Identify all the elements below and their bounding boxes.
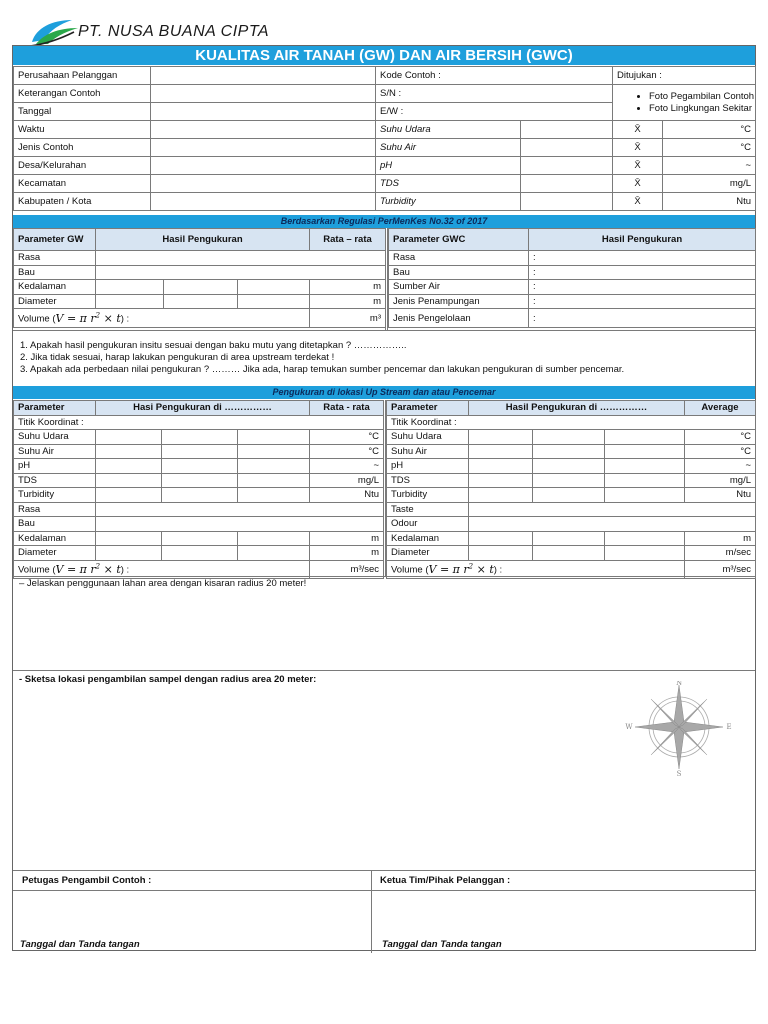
param-value[interactable] bbox=[521, 139, 613, 157]
mean-symbol: X̄ bbox=[613, 157, 663, 175]
value-cell[interactable] bbox=[533, 444, 605, 459]
sample-code-label: Kode Contoh : bbox=[376, 67, 613, 85]
addressed-to-label: Ditujukan : bbox=[613, 67, 756, 85]
unit-cell: m bbox=[310, 531, 384, 546]
info-label: Jenis Contoh bbox=[14, 139, 151, 157]
param-label: Suhu Air bbox=[376, 139, 521, 157]
regency-field[interactable] bbox=[151, 193, 376, 211]
row-label: Jenis Pengelolaan bbox=[389, 309, 529, 328]
value-cell[interactable] bbox=[605, 444, 685, 459]
value-cell[interactable] bbox=[605, 531, 685, 546]
col-header: Average bbox=[685, 401, 756, 416]
unit-cell: °C bbox=[310, 430, 384, 445]
company-name: PT. NUSA BUANA CIPTA bbox=[78, 23, 270, 40]
unit-cell: ~ bbox=[685, 459, 756, 474]
value-cell[interactable] bbox=[96, 546, 162, 561]
sn-label: S/N : bbox=[376, 85, 613, 103]
value-cell[interactable] bbox=[605, 430, 685, 445]
value-cell[interactable] bbox=[238, 294, 310, 309]
row-label: TDS bbox=[14, 473, 96, 488]
value-cell[interactable] bbox=[238, 430, 310, 445]
coordinate-field[interactable]: Titik Koordinat : bbox=[14, 415, 384, 430]
compass-north: N bbox=[675, 681, 683, 687]
unit-cell: Ntu bbox=[310, 488, 384, 503]
col-header: Rata - rata bbox=[310, 401, 384, 416]
row-label: Jenis Penampungan bbox=[389, 294, 529, 309]
value-cell[interactable] bbox=[533, 546, 605, 561]
info-label: Kabupaten / Kota bbox=[14, 193, 151, 211]
row-label: Rasa bbox=[14, 251, 96, 266]
value-cell[interactable] bbox=[469, 502, 756, 517]
col-header: Parameter GWC bbox=[389, 229, 529, 251]
volume-label: Volume ( bbox=[391, 564, 429, 576]
value-cell[interactable] bbox=[238, 488, 310, 503]
form-sheet bbox=[12, 45, 756, 951]
village-field[interactable] bbox=[151, 157, 376, 175]
value-cell[interactable] bbox=[238, 531, 310, 546]
col-header: Hasi Pengukuran di …………… bbox=[96, 401, 310, 416]
value-cell[interactable] bbox=[238, 459, 310, 474]
divider bbox=[372, 890, 755, 891]
row-label: Suhu Air bbox=[14, 444, 96, 459]
unit-cell: m³ bbox=[310, 309, 386, 328]
param-unit: °C bbox=[663, 139, 756, 157]
compass-east: E bbox=[726, 723, 732, 731]
value-cell[interactable] bbox=[162, 473, 238, 488]
unit-cell: m bbox=[310, 294, 386, 309]
land-use-box[interactable] bbox=[13, 576, 755, 670]
row-label: pH bbox=[14, 459, 96, 474]
row-label: Suhu Air bbox=[387, 444, 469, 459]
formula-expr: V = π $r^2 \times t$ bbox=[428, 562, 494, 576]
sketch-box[interactable] bbox=[13, 670, 755, 870]
value-cell[interactable]: : bbox=[529, 265, 756, 280]
unit-cell: °C bbox=[310, 444, 384, 459]
value-cell[interactable] bbox=[96, 251, 386, 266]
value-cell[interactable] bbox=[238, 444, 310, 459]
value-cell[interactable]: : bbox=[529, 309, 756, 328]
value-cell[interactable]: : bbox=[529, 294, 756, 309]
unit-cell: °C bbox=[685, 430, 756, 445]
value-cell[interactable] bbox=[162, 531, 238, 546]
signature-section bbox=[13, 870, 755, 952]
volume-end: ) : bbox=[120, 564, 130, 576]
sample-info-table bbox=[13, 66, 756, 211]
unit-cell: m³/sec bbox=[310, 560, 384, 578]
value-cell[interactable]: : bbox=[529, 251, 756, 266]
col-header: Hasil Pengukuran di …………… bbox=[469, 401, 685, 416]
question-item: 2. Jika tidak sesuai, harap lakukan pengukuran di area upstream terdekat ! bbox=[20, 352, 335, 363]
value-cell[interactable] bbox=[469, 430, 533, 445]
form-title: KUALITAS AIR TANAH (GW) DAN AIR BERSIH (GWC) bbox=[13, 46, 755, 65]
value-cell[interactable] bbox=[533, 488, 605, 503]
gw-table bbox=[13, 228, 386, 328]
row-label: Rasa bbox=[14, 502, 96, 517]
unit-cell: mg/L bbox=[310, 473, 384, 488]
question-item: 1. Apakah hasil pengukuran insitu sesuai dengan baku mutu yang ditetapkan ? …………….. bbox=[20, 340, 407, 351]
param-unit: °C bbox=[663, 121, 756, 139]
unit-cell: mg/L bbox=[685, 473, 756, 488]
value-cell[interactable] bbox=[469, 459, 533, 474]
value-cell[interactable] bbox=[162, 444, 238, 459]
row-label: Kedalaman bbox=[14, 531, 96, 546]
value-cell[interactable] bbox=[96, 459, 162, 474]
upstream-banner: Pengukuran di lokasi Up Stream dan atau Pencemar bbox=[13, 386, 755, 399]
value-cell[interactable] bbox=[96, 265, 386, 280]
sample-type-field[interactable] bbox=[151, 139, 376, 157]
value-cell[interactable] bbox=[96, 488, 162, 503]
mean-symbol: X̄ bbox=[613, 121, 663, 139]
value-cell[interactable] bbox=[469, 517, 756, 532]
upstream-section bbox=[13, 400, 755, 576]
compass-rose-icon bbox=[609, 681, 749, 777]
gwc-table bbox=[388, 228, 756, 328]
signature-right-title: Ketua Tim/Pihak Pelanggan : bbox=[380, 875, 511, 886]
value-cell[interactable] bbox=[96, 444, 162, 459]
regulation-section bbox=[13, 228, 755, 376]
value-cell[interactable] bbox=[469, 488, 533, 503]
row-label: Bau bbox=[14, 265, 96, 280]
value-cell[interactable] bbox=[533, 459, 605, 474]
question-item: 3. Apakah ada perbedaan nilai pengukuran ? ……… Jika ada, harap temukan sumber pencemar dan lakukan pengukuran di sumber pencemar. bbox=[20, 364, 625, 375]
row-label: Suhu Udara bbox=[387, 430, 469, 445]
row-label: Suhu Udara bbox=[14, 430, 96, 445]
row-label: Diameter bbox=[387, 546, 469, 561]
value-cell[interactable] bbox=[164, 294, 238, 309]
upstream-right-table bbox=[386, 400, 756, 579]
col-header: Parameter bbox=[387, 401, 469, 416]
value-cell[interactable] bbox=[96, 517, 384, 532]
info-label: Keterangan Contoh bbox=[14, 85, 151, 103]
unit-cell: m bbox=[310, 280, 386, 295]
volume-label: Volume ( bbox=[18, 564, 56, 576]
value-cell[interactable] bbox=[605, 488, 685, 503]
volume-end: ) : bbox=[120, 313, 130, 325]
value-cell[interactable] bbox=[96, 502, 384, 517]
row-label: Kedalaman bbox=[14, 280, 96, 295]
col-header: Hasil Pengukuran bbox=[529, 229, 756, 251]
value-cell[interactable] bbox=[96, 531, 162, 546]
value-cell[interactable] bbox=[162, 546, 238, 561]
unit-cell: ~ bbox=[310, 459, 384, 474]
company-logo bbox=[26, 16, 326, 46]
info-label: Kecamatan bbox=[14, 175, 151, 193]
value-cell[interactable] bbox=[162, 459, 238, 474]
param-value[interactable] bbox=[521, 193, 613, 211]
value-cell[interactable] bbox=[533, 531, 605, 546]
info-label: Perusahaan Pelanggan bbox=[14, 67, 151, 85]
coordinate-field[interactable]: Titik Koordinat : bbox=[387, 415, 756, 430]
value-cell[interactable] bbox=[96, 280, 164, 295]
value-cell[interactable] bbox=[238, 546, 310, 561]
questions-box bbox=[13, 330, 755, 376]
ew-label: E/W : bbox=[376, 103, 613, 121]
unit-cell: m bbox=[310, 546, 384, 561]
col-header: Parameter bbox=[14, 401, 96, 416]
value-cell[interactable] bbox=[238, 473, 310, 488]
photo-item: • Foto Pegambilan Contoh bbox=[649, 91, 751, 103]
value-cell[interactable] bbox=[605, 459, 685, 474]
value-cell[interactable] bbox=[469, 473, 533, 488]
col-header: Hasil Pengukuran bbox=[96, 229, 310, 251]
formula-expr: V = π $r^2 \times t$ bbox=[55, 562, 121, 576]
formula-expr: V = π $r^2 \times t$ bbox=[55, 311, 121, 325]
mean-symbol: X̄ bbox=[613, 193, 663, 211]
row-label: TDS bbox=[387, 473, 469, 488]
param-value[interactable] bbox=[521, 157, 613, 175]
signature-right[interactable] bbox=[372, 871, 755, 953]
photo-item: • Foto Lingkungan Sekitar bbox=[649, 103, 751, 115]
value-cell[interactable] bbox=[469, 444, 533, 459]
row-label: Turbidity bbox=[387, 488, 469, 503]
unit-cell: m³/sec bbox=[685, 560, 756, 578]
row-label: Rasa bbox=[389, 251, 529, 266]
param-value[interactable] bbox=[521, 121, 613, 139]
row-label: Odour bbox=[387, 517, 469, 532]
volume-label: Volume ( bbox=[18, 313, 56, 325]
row-label: Turbidity bbox=[14, 488, 96, 503]
mean-symbol: X̄ bbox=[613, 175, 663, 193]
row-label: Bau bbox=[14, 517, 96, 532]
param-label: Suhu Udara bbox=[376, 121, 521, 139]
row-label: Diameter bbox=[14, 294, 96, 309]
signature-left-title: Petugas Pengambil Contoh : bbox=[22, 875, 152, 886]
value-cell[interactable] bbox=[469, 531, 533, 546]
compass-west: W bbox=[625, 723, 633, 731]
district-field[interactable] bbox=[151, 175, 376, 193]
row-label: Bau bbox=[389, 265, 529, 280]
photo-list bbox=[617, 90, 755, 115]
time-field[interactable] bbox=[151, 121, 376, 139]
sketch-label: - Sketsa lokasi pengambilan sampel dengan radius area 20 meter: bbox=[19, 674, 317, 685]
regulation-banner: Berdasarkan Regulasi PerMenKes No.32 of 2017 bbox=[13, 215, 755, 228]
row-label: Kedalaman bbox=[387, 531, 469, 546]
row-label: pH bbox=[387, 459, 469, 474]
unit-cell: °C bbox=[685, 444, 756, 459]
land-use-label: – Jelaskan penggunaan lahan area dengan kisaran radius 20 meter! bbox=[19, 578, 307, 589]
row-label: Sumber Air bbox=[389, 280, 529, 295]
row-label: Diameter bbox=[14, 546, 96, 561]
value-cell[interactable] bbox=[605, 473, 685, 488]
value-cell[interactable] bbox=[96, 294, 164, 309]
volume-formula bbox=[14, 309, 310, 328]
param-unit: Ntu bbox=[663, 193, 756, 211]
date-field[interactable] bbox=[151, 103, 376, 121]
divider bbox=[13, 890, 372, 891]
signature-left[interactable] bbox=[13, 871, 372, 953]
param-unit: ~ bbox=[663, 157, 756, 175]
value-cell[interactable] bbox=[533, 473, 605, 488]
row-label: Taste bbox=[387, 502, 469, 517]
photo-list-cell bbox=[613, 85, 756, 121]
info-label: Waktu bbox=[14, 121, 151, 139]
value-cell[interactable] bbox=[162, 488, 238, 503]
param-label: Turbidity bbox=[376, 193, 521, 211]
value-cell[interactable] bbox=[96, 430, 162, 445]
value-cell[interactable] bbox=[164, 280, 238, 295]
col-header: Parameter GW bbox=[14, 229, 96, 251]
value-cell[interactable] bbox=[533, 430, 605, 445]
unit-cell: Ntu bbox=[685, 488, 756, 503]
volume-end: ) : bbox=[493, 564, 503, 576]
signature-right-footer: Tanggal dan Tanda tangan bbox=[382, 939, 502, 950]
param-value[interactable] bbox=[521, 175, 613, 193]
upstream-left-table bbox=[13, 400, 384, 579]
value-cell[interactable] bbox=[469, 546, 533, 561]
sample-desc-field[interactable] bbox=[151, 85, 376, 103]
compass-south: S bbox=[676, 770, 682, 777]
mean-symbol: X̄ bbox=[613, 139, 663, 157]
param-unit: mg/L bbox=[663, 175, 756, 193]
info-label: Tanggal bbox=[14, 103, 151, 121]
customer-field[interactable] bbox=[151, 67, 376, 85]
value-cell[interactable]: : bbox=[529, 280, 756, 295]
signature-left-footer: Tanggal dan Tanda tangan bbox=[20, 939, 140, 950]
value-cell[interactable] bbox=[238, 280, 310, 295]
param-label: TDS bbox=[376, 175, 521, 193]
col-header: Rata – rata bbox=[310, 229, 386, 251]
value-cell[interactable] bbox=[605, 546, 685, 561]
leaf-logo-icon bbox=[26, 16, 86, 48]
value-cell[interactable] bbox=[162, 430, 238, 445]
info-label: Desa/Kelurahan bbox=[14, 157, 151, 175]
unit-cell: m bbox=[685, 531, 756, 546]
value-cell[interactable] bbox=[96, 473, 162, 488]
unit-cell: m/sec bbox=[685, 546, 756, 561]
param-label: pH bbox=[376, 157, 521, 175]
